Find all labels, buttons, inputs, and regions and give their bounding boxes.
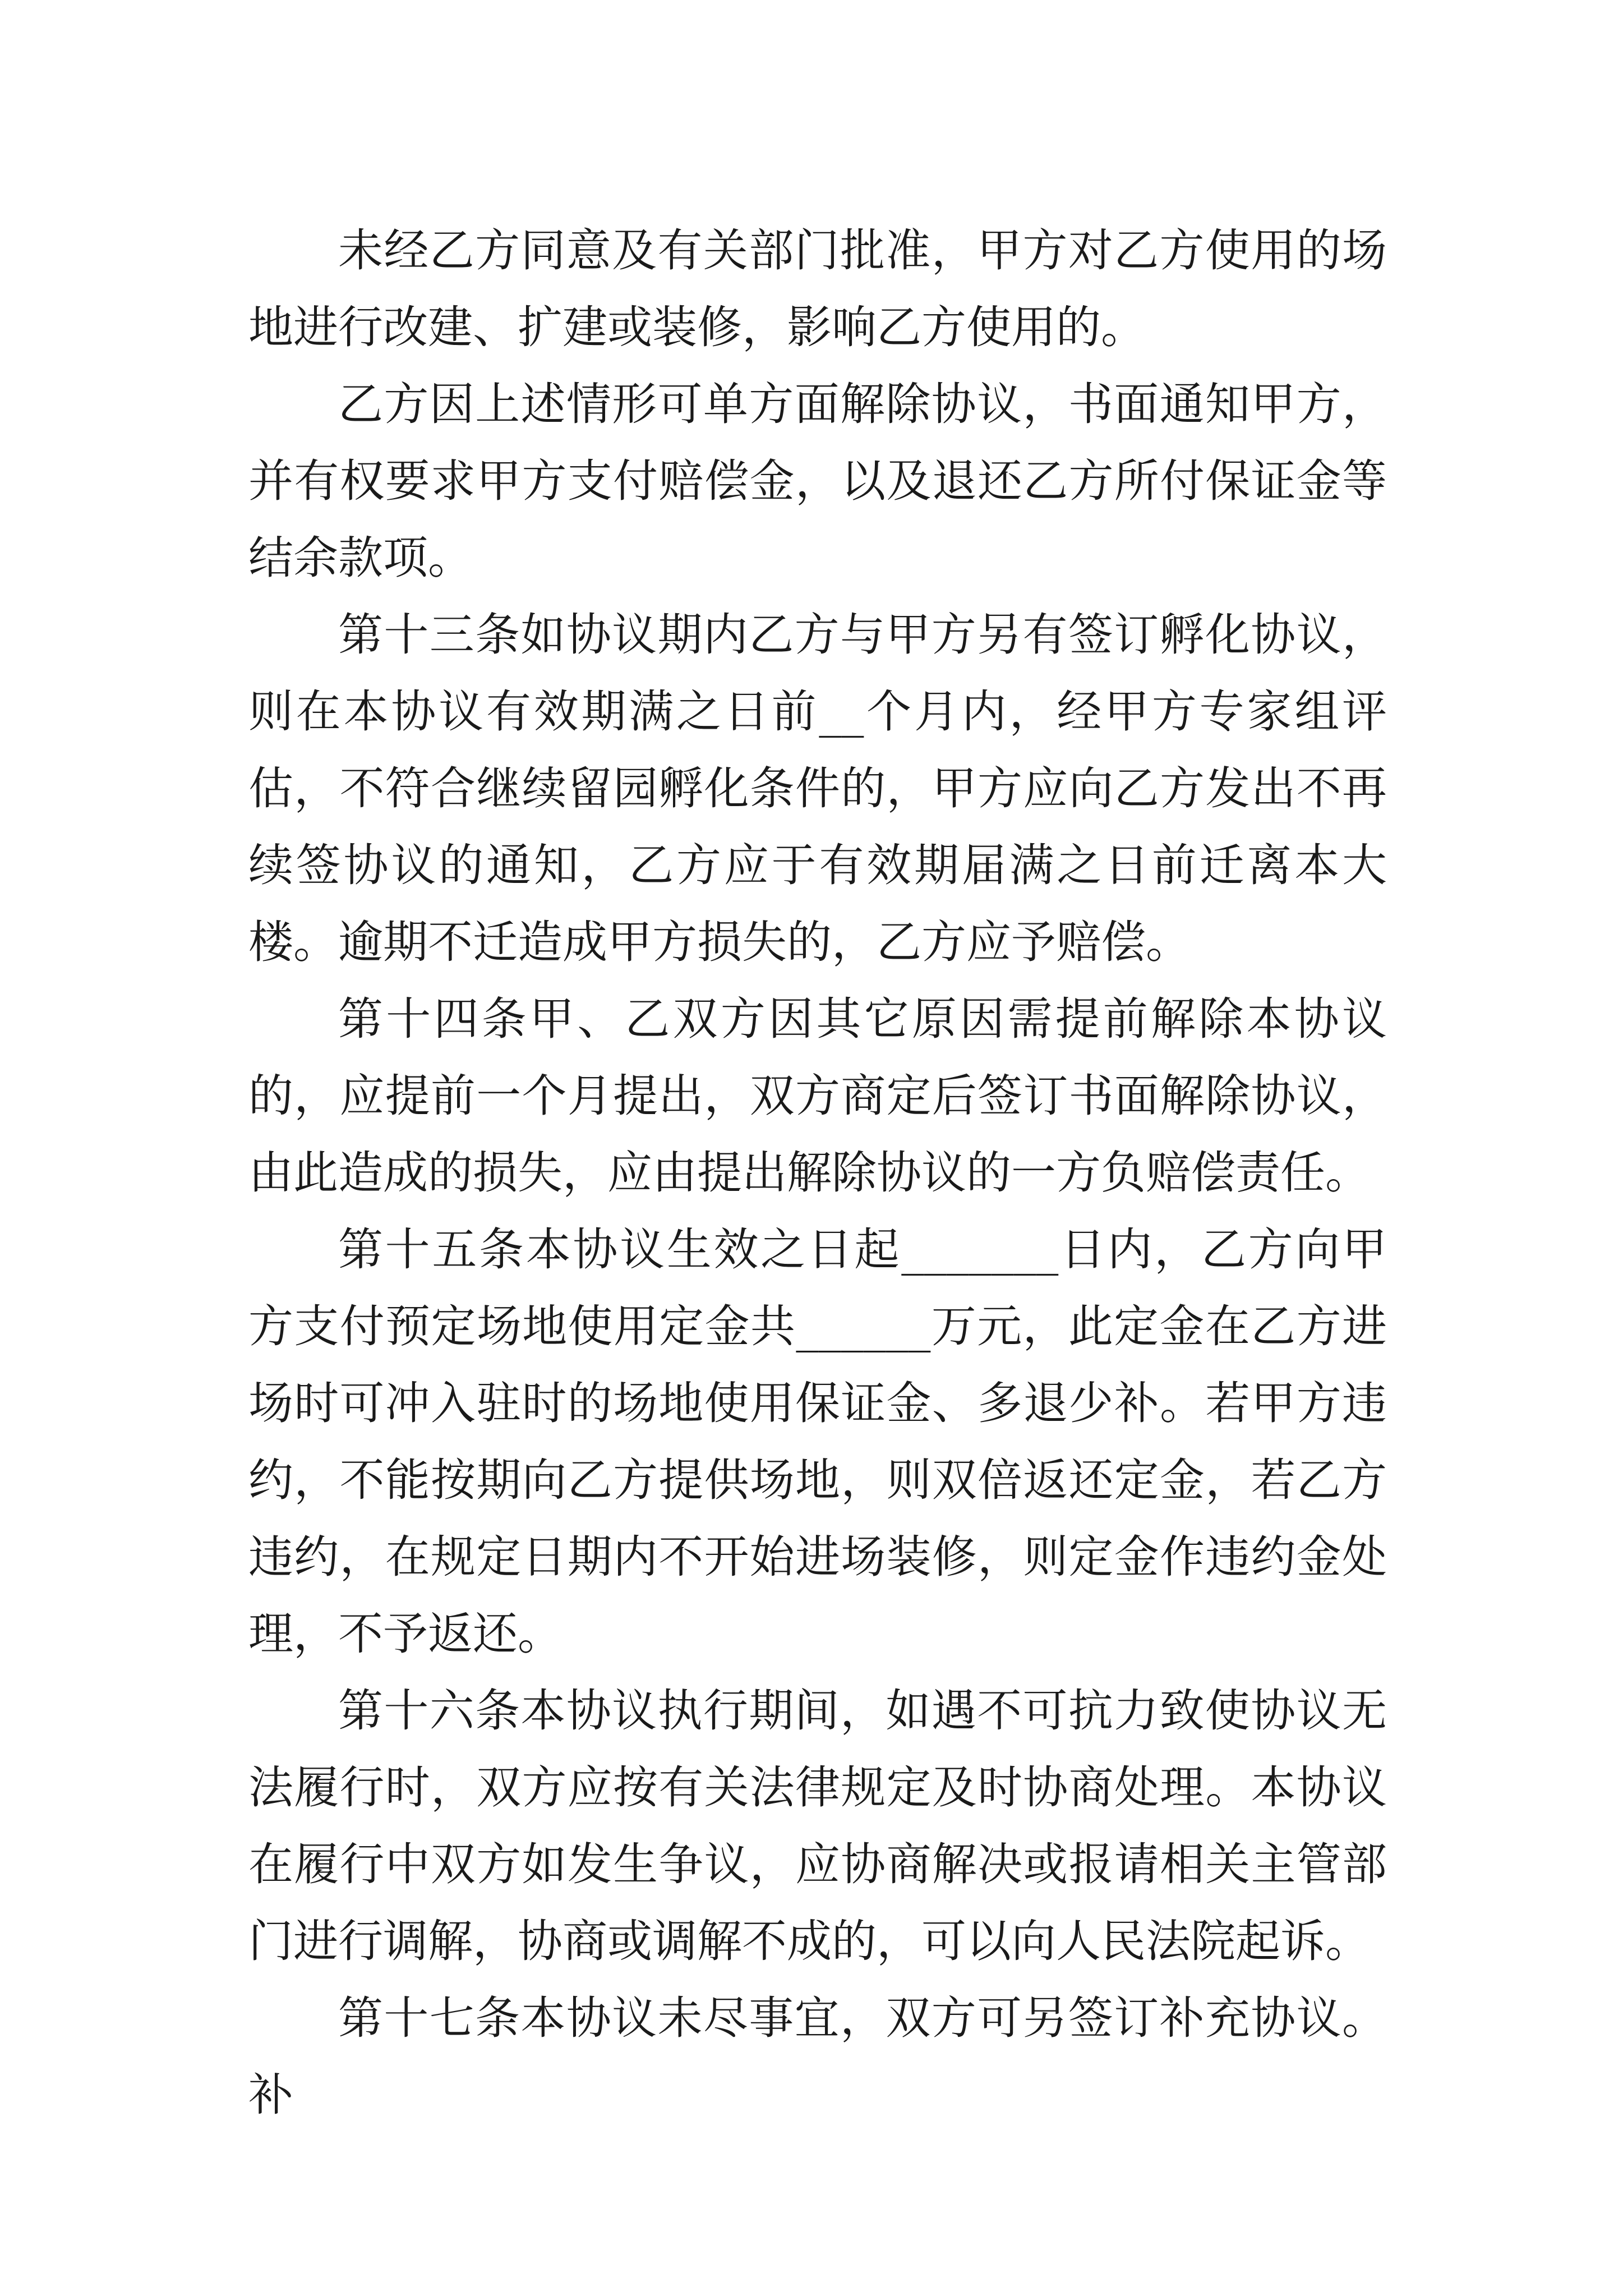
document-body xyxy=(248,212,1387,2133)
paragraph-article-13: 第十三条如协议期内乙方与甲方另有签订孵化协议，则在本协议有效期满之日前__个月内，经甲方专家组评估，不符合继续留园孵化条件的，甲方应向乙方发出不再续签协议的通知，乙方应于有效期届满之日前迁离本大楼。逾期不迁造成甲方损失的，乙方应予赔偿。 xyxy=(248,609,1387,968)
paragraph-unilateral-termination: 乙方因上述情形可单方面解除协议，书面通知甲方，并有权要求甲方支付赔偿金，以及退还乙方所付保证金等结余款项。 xyxy=(248,378,1387,584)
paragraph-article-17: 第十七条本协议未尽事宜，双方可另签订补充协议。补 xyxy=(248,1992,1387,2121)
paragraph-unauthorized-renovation: 未经乙方同意及有关部门批准，甲方对乙方使用的场地进行改建、扩建或装修，影响乙方使用的。 xyxy=(248,224,1387,353)
paragraph-article-14: 第十四条甲、乙双方因其它原因需提前解除本协议的，应提前一个月提出，双方商定后签订书面解除协议，由此造成的损失，应由提出解除协议的一方负赔偿责任。 xyxy=(248,993,1387,1199)
paragraph-article-15: 第十五条本协议生效之日起_______日内，乙方向甲方支付预定场地使用定金共______万元，此定金在乙方进场时可冲入驻时的场地使用保证金、多退少补。若甲方违约，不能按期向乙方提供场地，则双倍返还定金，若乙方违约，在规定日期内不开始进场装修，则定金作违约金处理，不予返还。 xyxy=(248,1223,1387,1660)
paragraph-article-16: 第十六条本协议执行期间，如遇不可抗力致使协议无法履行时，双方应按有关法律规定及时协商处理。本协议在履行中双方如发生争议，应协商解决或报请相关主管部门进行调解，协商或调解不成的，可以向人民法院起诉。 xyxy=(248,1685,1387,1967)
